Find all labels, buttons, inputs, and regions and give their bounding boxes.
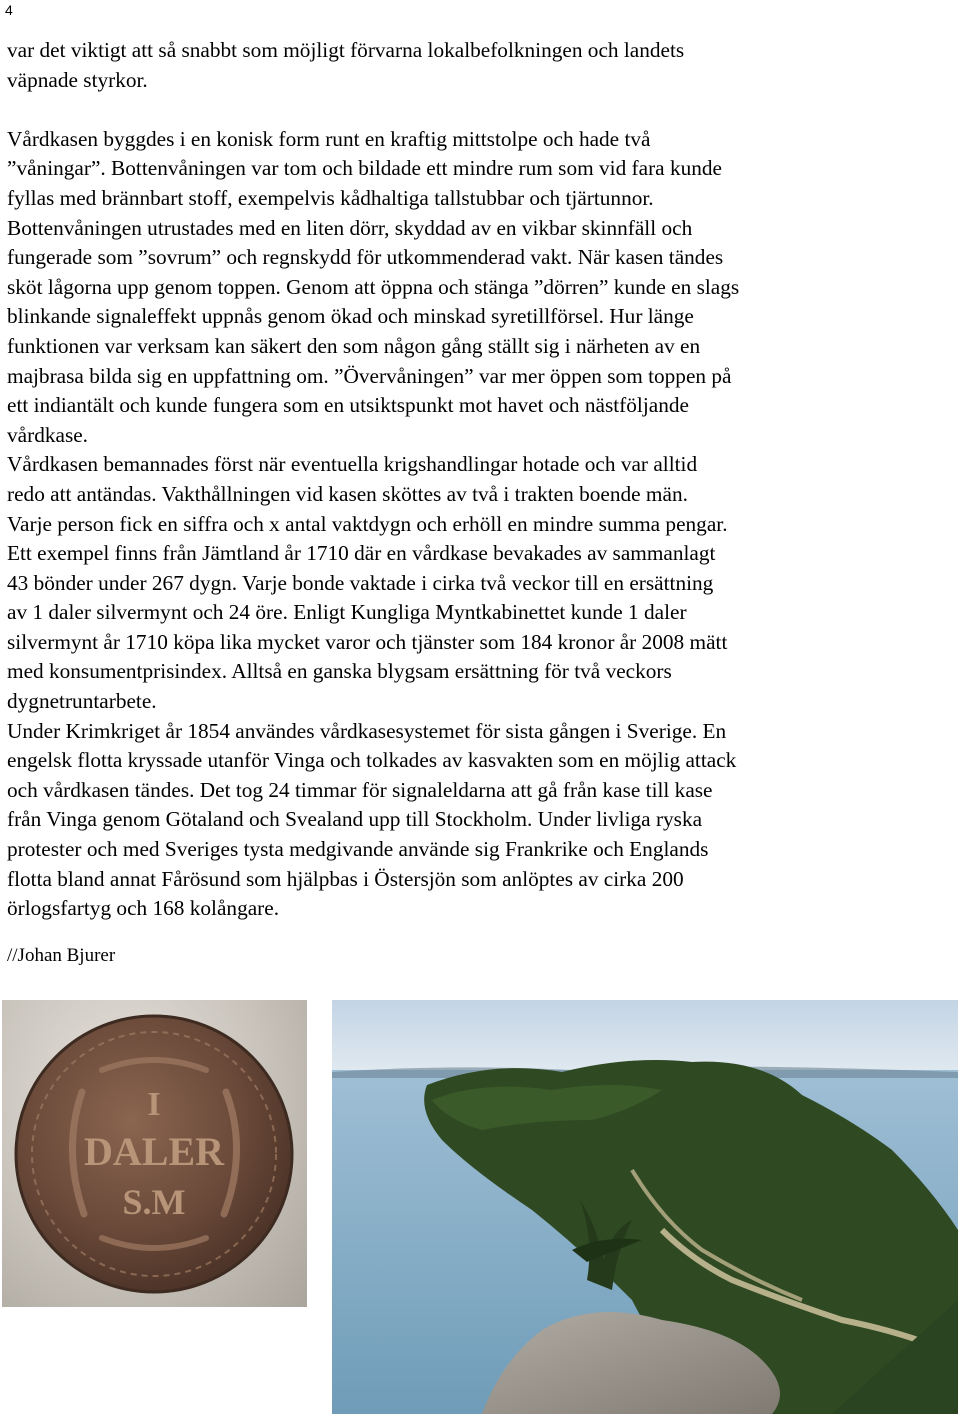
text-line: Under Krimkriget år 1854 användes vårdkasesystemet för sista gången i Sverige. En [7, 718, 727, 743]
text-line: med konsumentprisindex. Alltså en ganska blygsam ersättning för två veckors [7, 659, 672, 684]
coin-inscription: DALER [83, 1129, 225, 1174]
text-line: Varje person fick en siffra och x antal vaktdygn och erhöll en mindre summa pengar. [7, 511, 728, 536]
paragraph-crimean-war [7, 717, 947, 924]
text-line: dygnetruntarbete. [7, 689, 157, 714]
author-signature: //Johan Bjurer [7, 945, 116, 966]
text-line: sköt lågorna upp genom toppen. Genom att öppna och stänga ”dörren” kunde en slags [7, 274, 740, 299]
text-line: örlogsfartyg och 168 kolångare. [7, 896, 280, 921]
text-line: från Vinga genom Götaland och Svealand upp till Stockholm. Under livliga ryska [7, 807, 703, 832]
text-line: majbrasa bilda sig en uppfattning om. ”Övervåningen” var mer öppen som toppen på [7, 363, 732, 388]
text-line: 43 bönder under 267 dygn. Varje bonde vaktade i cirka två veckor till en ersättning [7, 570, 714, 595]
text-line: ett indiantält och kunde fungera som en utsiktspunkt mot havet och nästföljande [7, 393, 689, 418]
coin-inscription: S.M [122, 1182, 186, 1222]
text-line: Ett exempel finns från Jämtland år 1710 där en vårdkase bevakades av sammanlagt [7, 541, 716, 566]
paragraph-construction [7, 125, 947, 451]
text-line: engelsk flotta kryssade utanför Vinga och tolkades av kasvakten som en möjlig attack [7, 748, 737, 773]
coin-inscription: I [147, 1086, 161, 1123]
text-line: blinkande signaleffekt uppnås genom ökad och minskad syretillförsel. Hur länge [7, 304, 694, 329]
article-body [7, 36, 947, 924]
text-line: redo att antändas. Vakthållningen vid kasen sköttes av två i trakten boende män. [7, 481, 688, 506]
page-number: 4 [5, 2, 13, 18]
text-line: Bottenvåningen utrustades med en liten dörr, skyddad av en vikbar skinnfäll och [7, 215, 693, 240]
text-line: ”våningar”. Bottenvåningen var tom och bildade ett mindre rum som vid fara kunde [7, 156, 723, 181]
text-line: av 1 daler silvermynt och 24 öre. Enligt Kungliga Myntkabinettet kunde 1 daler [7, 600, 687, 625]
text-line: och vårdkasen tändes. Det tog 24 timmar för signaleldarna att gå från kase till kase [7, 777, 713, 802]
text-line: flotta bland annat Fårösund som hjälpbas i Östersjön som anlöptes av cirka 200 [7, 866, 684, 891]
text-line: väpnade styrkor. [7, 67, 148, 92]
coin-photo [2, 1000, 307, 1307]
text-line: funktionen var verksam kan säkert den som någon gång ställt sig i närheten av en [7, 333, 701, 358]
text-line: var det viktigt att så snabbt som möjligt förvarna lokalbefolkningen och landets [7, 38, 685, 62]
daler-coin-icon [2, 1000, 307, 1307]
text-line: protester och med Sveriges tysta medgivande använde sig Frankrike och Englands [7, 837, 709, 862]
text-line: Vårdkasen bemannades först när eventuella krigshandlingar hotade och var alltid [7, 452, 698, 477]
text-line: fungerade som ”sovrum” och regnskydd för utkommenderad vakt. När kasen tändes [7, 245, 724, 270]
paragraph-intro [7, 36, 947, 95]
paragraph-staffing [7, 450, 947, 716]
archipelago-landscape-photo [332, 1000, 958, 1414]
landscape-icon [332, 1000, 958, 1414]
text-line: silvermynt år 1710 köpa lika mycket varor och tjänster som 184 kronor år 2008 mätt [7, 629, 728, 654]
text-line: fyllas med brännbart stoff, exempelvis kådhaltiga tallstubbar och tjärtunnor. [7, 185, 654, 210]
text-line: vårdkase. [7, 422, 89, 447]
text-line: Vårdkasen byggdes i en konisk form runt en kraftig mittstolpe och hade två [7, 126, 651, 151]
